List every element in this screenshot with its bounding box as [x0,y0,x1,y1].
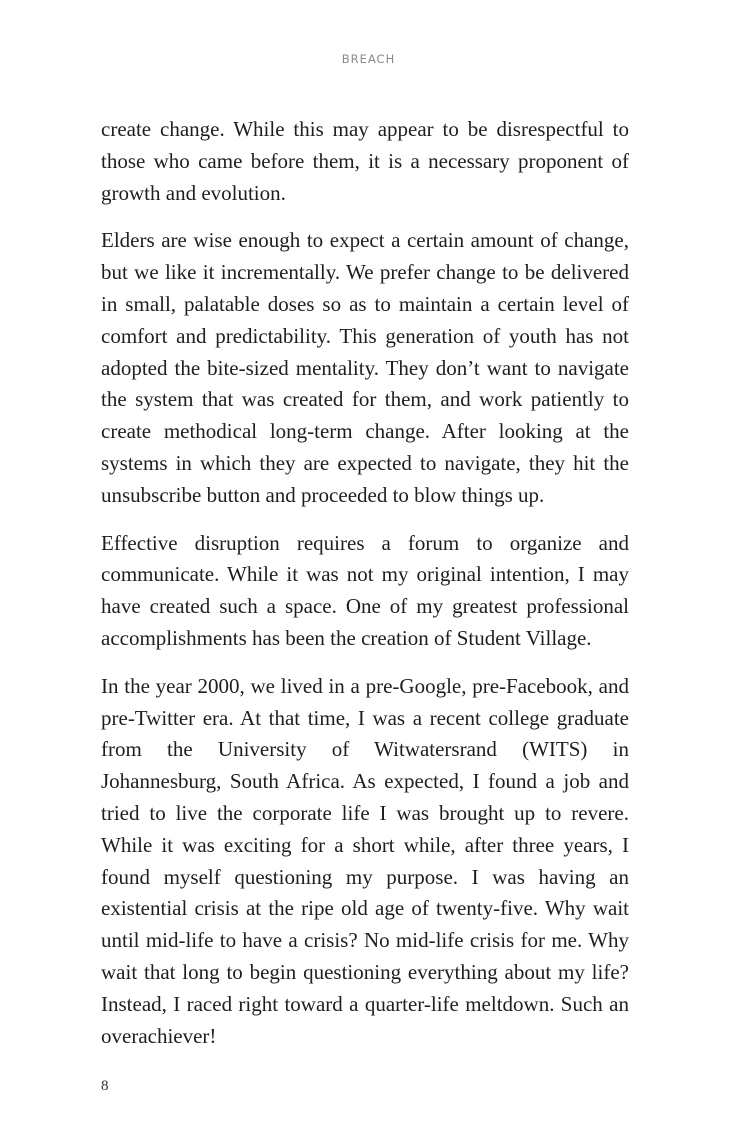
page-number: 8 [101,1078,109,1094]
running-header: BREACH [341,52,396,66]
paragraph: Elders are wise enough to expect a certain amount of change, but we like it incrementally. We prefer change to be delivered in small, palatable doses so as to maintain a certain level of comfort and predictability. This generation of youth has not adopted the bite-sized mentality. They don’t want to navigate the system that was created for them, and work patiently to create methodical long-term change. After looking at the systems in which they are expected to navigate, they hit the unsubscribe button and proceeded to blow things up. [101,228,629,507]
paragraph: In the year 2000, we lived in a pre-Google, pre-Facebook, and pre-Twitter era. At that time, I was a recent college graduate from the University of Witwatersrand (WITS) in Johannesburg, South Africa. As expected, I found a job and tried to live the corporate life I was brought up to revere. While it was exciting for a short while, after three years, I found myself questioning my purpose. I was having an existential crisis at the ripe old age of twenty-five. Why wait until mid-life to have a crisis? No mid-life crisis for me. Why wait that long to begin questioning everything about my life? Instead, I raced right toward a quarter-life meltdown. Such an overachiever! [101,673,629,1048]
paragraph: Effective disruption requires a forum to organize and communicate. While it was not my original intention, I may have created such a space. One of my greatest professional accomplishments has been the creation of Student Village. [101,530,629,650]
paragraph: create change. While this may appear to be disrespectful to those who came before them, it is a necessary proponent of growth and evolution. [101,117,629,205]
body-text [101,114,629,1068]
